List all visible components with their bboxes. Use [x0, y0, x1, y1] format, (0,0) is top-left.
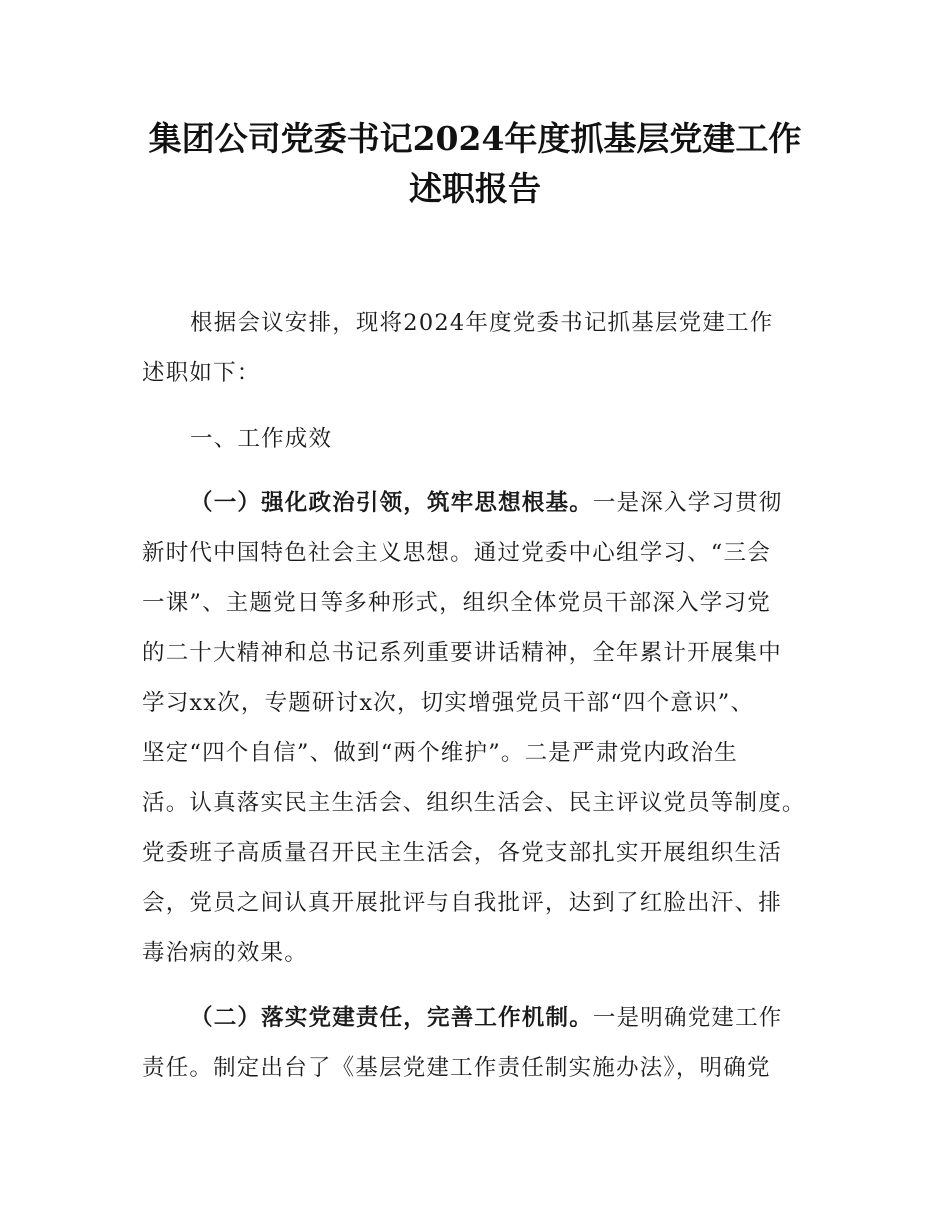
- section-heading: 一、工作成效: [190, 426, 333, 452]
- paragraph-line: 的二十大精神和总书记系列重要讲话精神，全年累计开展集中: [142, 640, 782, 666]
- paragraph-line: 责任。制定出台了《基层党建工作责任制实施办法》，明确党: [142, 1055, 771, 1081]
- document-title-line-2: 述职报告: [409, 169, 541, 208]
- paragraph-line: 坚定“四个自信”、做到“两个维护”。二是严肃党内政治生: [142, 740, 738, 766]
- paragraph-line: 会，党员之间认真开展批评与自我批评，达到了红脸出汗、排: [142, 890, 782, 916]
- paragraph-line: 党委班子高质量召开民主生活会，各党支部扎实开展组织生活: [142, 840, 782, 866]
- subsection-2-first-line: [190, 1003, 830, 1033]
- intro-line-2: 述职如下：: [142, 360, 261, 386]
- paragraph-line: 活。认真落实民主生活会、组织生活会、民主评议党员等制度。: [142, 790, 806, 816]
- subsection-1-first-line-text: 一是深入学习贯彻: [592, 490, 783, 516]
- paragraph-line: 学习xx次，专题研讨x次，切实增强党员干部“四个意识”、: [142, 690, 755, 716]
- intro-line-1: 根据会议安排，现将2024年度党委书记抓基层党建工作: [190, 310, 774, 336]
- subsection-2-first-line-text: 一是明确党建工作: [592, 1005, 783, 1031]
- subsection-2-heading: （二）落实党建责任，完善工作机制。: [190, 1005, 593, 1031]
- paragraph-line: 毒治病的效果。: [142, 940, 308, 966]
- subsection-1-first-line: [190, 488, 830, 518]
- paragraph-line: 一课”、主题党日等多种形式，组织全体党员干部深入学习党: [142, 590, 771, 616]
- document-title-line-1: 集团公司党委书记2024年度抓基层党建工作: [148, 119, 802, 158]
- subsection-1-heading: （一）强化政治引领，筑牢思想根基。: [190, 490, 593, 516]
- paragraph-line: 新时代中国特色社会主义思想。通过党委中心组学习、“三会: [142, 540, 771, 566]
